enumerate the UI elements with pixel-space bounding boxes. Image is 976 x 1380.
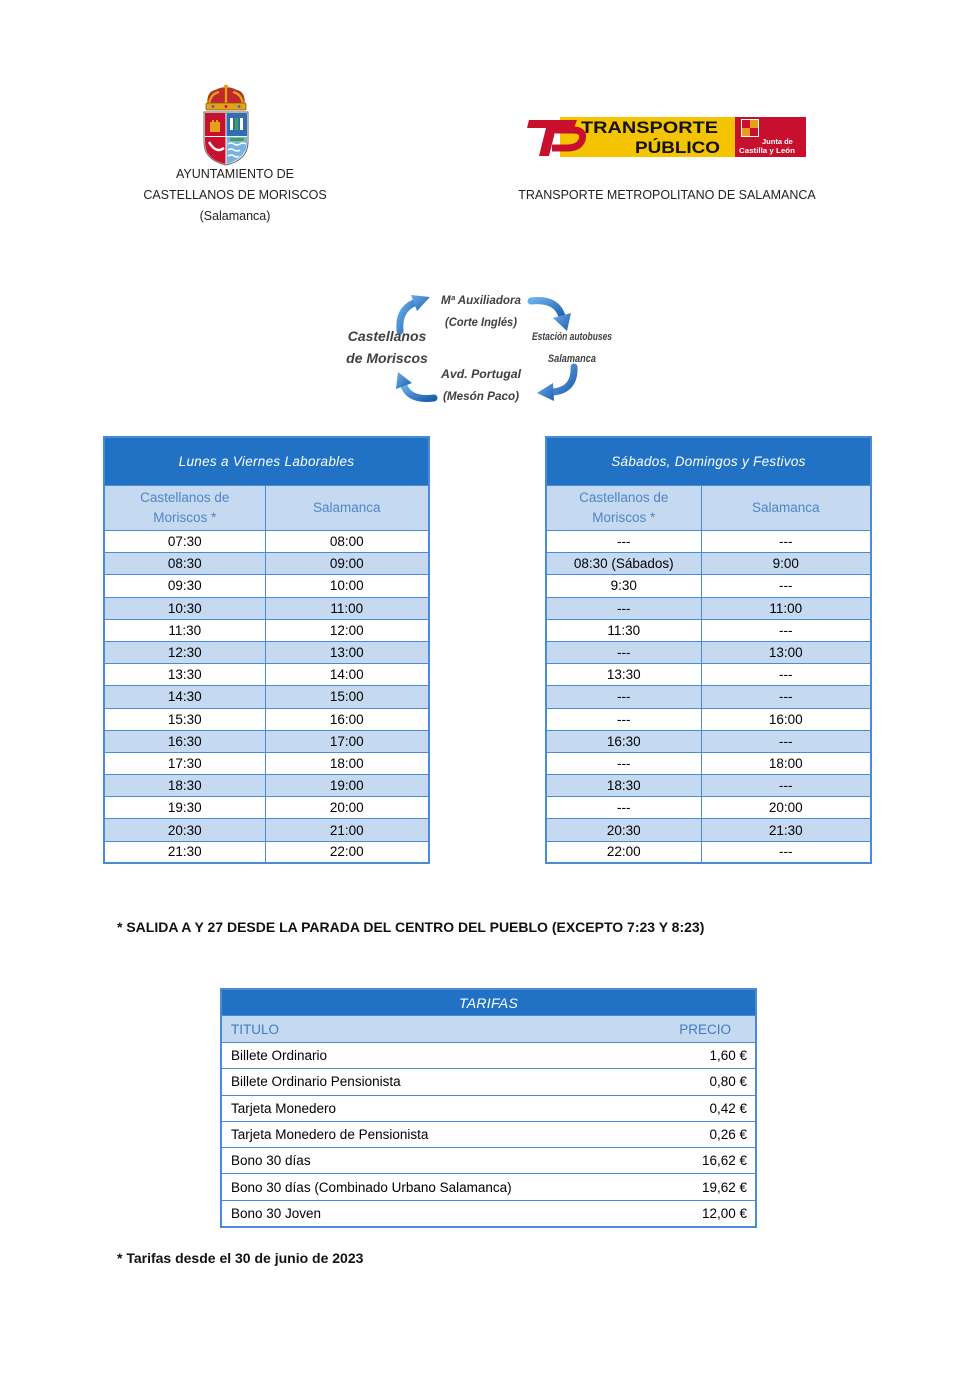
table-row — [104, 797, 429, 819]
weekday-table-body — [104, 531, 429, 864]
arrival-time-cell: --- — [701, 619, 871, 641]
departure-time-cell: 21:30 — [104, 841, 265, 863]
weekday-schedule-table — [103, 436, 430, 864]
table-row — [104, 641, 429, 663]
departure-time-cell: 17:30 — [104, 752, 265, 774]
departure-time-cell: 19:30 — [104, 797, 265, 819]
transporte-publico-logo — [527, 116, 807, 158]
fare-title-cell: Bono 30 días — [221, 1148, 646, 1174]
table-row — [546, 619, 871, 641]
logo-junta-2: Castilla y León — [739, 146, 796, 155]
route-stop-south-line-2: (Mesón Paco) — [443, 389, 519, 403]
departure-time-cell: 10:30 — [104, 597, 265, 619]
table-row — [104, 708, 429, 730]
curved-arrow-icon — [531, 301, 571, 331]
table-row — [546, 575, 871, 597]
table-row — [546, 531, 871, 553]
table-row — [221, 1148, 756, 1174]
table-row — [221, 1069, 756, 1095]
arrival-time-cell: 10:00 — [265, 575, 429, 597]
arrival-time-cell: --- — [701, 664, 871, 686]
departure-time-cell: --- — [546, 797, 701, 819]
table-row — [221, 1095, 756, 1121]
logo-word-1: TRANSPORTE — [581, 118, 718, 137]
table-row — [546, 730, 871, 752]
fare-price-cell: 1,60 € — [646, 1043, 756, 1069]
table-row — [546, 664, 871, 686]
departure-time-cell: 20:30 — [104, 819, 265, 841]
route-stop-south-line-1: Avd. Portugal — [439, 367, 522, 381]
table-row — [104, 819, 429, 841]
departure-time-cell: 11:30 — [546, 619, 701, 641]
curved-arrow-icon — [396, 372, 434, 399]
arrival-time-cell: 17:00 — [265, 730, 429, 752]
fare-price-cell: 0,80 € — [646, 1069, 756, 1095]
fares-table — [220, 988, 757, 1228]
fare-title-cell: Bono 30 Joven — [221, 1200, 646, 1226]
fares-table-body — [221, 1043, 756, 1227]
arrival-time-cell: 18:00 — [701, 752, 871, 774]
departure-time-cell: 12:30 — [104, 641, 265, 663]
municipality-line-2: CASTELLANOS DE MORISCOS — [143, 188, 327, 202]
table-row — [546, 597, 871, 619]
departure-note: * SALIDA A Y 27 DESDE LA PARADA DEL CENTRO DEL PUEBLO (EXCEPTO 7:23 Y 8:23) — [117, 919, 705, 935]
table-row — [546, 708, 871, 730]
table-row — [104, 752, 429, 774]
table-row — [104, 730, 429, 752]
route-stop-east-line-2: Salamanca — [548, 353, 596, 365]
logo-word-2: PÚBLICO — [635, 138, 720, 157]
departure-time-cell: --- — [546, 708, 701, 730]
departure-time-cell: 16:30 — [104, 730, 265, 752]
table-row — [104, 597, 429, 619]
table-row — [104, 619, 429, 641]
junta-shield-icon — [741, 119, 759, 137]
arrival-time-cell: --- — [701, 575, 871, 597]
table-row — [546, 641, 871, 663]
route-stop-north-line-1: Mª Auxiliadora — [441, 293, 522, 307]
arrival-time-cell: 15:00 — [265, 686, 429, 708]
arrival-time-cell: 21:00 — [265, 819, 429, 841]
arrival-time-cell: 14:00 — [265, 664, 429, 686]
departure-time-cell: 9:30 — [546, 575, 701, 597]
arrival-time-cell: 11:00 — [265, 597, 429, 619]
arrival-time-cell: 12:00 — [265, 619, 429, 641]
coat-of-arms-icon — [200, 84, 252, 166]
departure-time-cell: 09:30 — [104, 575, 265, 597]
table-row — [104, 775, 429, 797]
departure-time-cell: 11:30 — [104, 619, 265, 641]
fare-price-cell: 0,26 € — [646, 1121, 756, 1147]
table-row — [546, 553, 871, 575]
weekday-col-from — [104, 486, 265, 531]
route-stop-north-line-2: (Corte Inglés) — [445, 315, 517, 329]
departure-time-cell: 08:30 — [104, 553, 265, 575]
route-origin-line-1: Castellanos — [347, 328, 427, 344]
arrival-time-cell: 13:00 — [701, 641, 871, 663]
route-stop-east-line-1: Estación autobuses — [532, 331, 612, 343]
fare-title-cell: Billete Ordinario — [221, 1043, 646, 1069]
fares-table-title: TARIFAS — [221, 989, 756, 1016]
departure-time-cell: 14:30 — [104, 686, 265, 708]
arrival-time-cell: 22:00 — [265, 841, 429, 863]
curved-arrow-icon — [400, 295, 430, 331]
table-row — [546, 841, 871, 863]
arrival-time-cell: 19:00 — [265, 775, 429, 797]
table-row — [546, 775, 871, 797]
table-row — [546, 819, 871, 841]
arrival-time-cell: 9:00 — [701, 553, 871, 575]
table-row — [221, 1121, 756, 1147]
fares-note: * Tarifas desde el 30 de junio de 2023 — [117, 1250, 364, 1266]
fare-title-cell: Tarjeta Monedero — [221, 1095, 646, 1121]
table-row — [221, 1200, 756, 1226]
arrival-time-cell: 16:00 — [701, 708, 871, 730]
arrival-time-cell: 20:00 — [265, 797, 429, 819]
table-row — [546, 686, 871, 708]
arrival-time-cell: 20:00 — [701, 797, 871, 819]
municipality-line-1: AYUNTAMIENTO DE — [175, 167, 295, 181]
departure-time-cell: 18:30 — [546, 775, 701, 797]
fare-price-cell: 12,00 € — [646, 1200, 756, 1226]
weekend-col-from — [546, 486, 701, 531]
curved-arrow-icon — [537, 367, 574, 401]
departure-time-cell: --- — [546, 686, 701, 708]
table-row — [221, 1174, 756, 1200]
municipality-name — [125, 164, 345, 227]
fare-price-cell: 16,62 € — [646, 1148, 756, 1174]
fare-price-cell: 19,62 € — [646, 1174, 756, 1200]
arrival-time-cell: --- — [701, 775, 871, 797]
table-row — [104, 686, 429, 708]
departure-time-cell: 13:30 — [104, 664, 265, 686]
logo-junta-1: Junta de — [762, 137, 793, 146]
route-origin-line-2: de Moriscos — [346, 350, 428, 366]
weekend-schedule-table — [545, 436, 872, 864]
table-row — [546, 752, 871, 774]
fare-title-cell: Bono 30 días (Combinado Urbano Salamanca) — [221, 1174, 646, 1200]
table-row — [104, 575, 429, 597]
arrival-time-cell: --- — [701, 531, 871, 553]
route-diagram — [340, 285, 620, 410]
weekday-table-title: Lunes a Viernes Laborables — [104, 437, 429, 486]
table-row — [104, 553, 429, 575]
fares-col-price: PRECIO — [646, 1016, 756, 1043]
table-row — [104, 531, 429, 553]
municipality-line-3: (Salamanca) — [199, 209, 271, 223]
transport-subtitle: TRANSPORTE METROPOLITANO DE SALAMANCA — [518, 188, 816, 202]
weekend-col-from-label: Castellanos de Moriscos * — [579, 490, 669, 525]
arrival-time-cell: --- — [701, 730, 871, 752]
arrival-time-cell: 16:00 — [265, 708, 429, 730]
departure-time-cell: --- — [546, 597, 701, 619]
arrival-time-cell: 09:00 — [265, 553, 429, 575]
fare-price-cell: 0,42 € — [646, 1095, 756, 1121]
departure-time-cell: --- — [546, 531, 701, 553]
departure-time-cell: --- — [546, 752, 701, 774]
arrival-time-cell: 08:00 — [265, 531, 429, 553]
table-row — [221, 1043, 756, 1069]
departure-time-cell: 18:30 — [104, 775, 265, 797]
departure-time-cell: 16:30 — [546, 730, 701, 752]
fare-title-cell: Tarjeta Monedero de Pensionista — [221, 1121, 646, 1147]
departure-time-cell: 13:30 — [546, 664, 701, 686]
table-row — [104, 841, 429, 863]
arrival-time-cell: 13:00 — [265, 641, 429, 663]
fare-title-cell: Billete Ordinario Pensionista — [221, 1069, 646, 1095]
departure-time-cell: 15:30 — [104, 708, 265, 730]
arrival-time-cell: 11:00 — [701, 597, 871, 619]
departure-time-cell: 20:30 — [546, 819, 701, 841]
departure-time-cell: 08:30 (Sábados) — [546, 553, 701, 575]
departure-time-cell: --- — [546, 641, 701, 663]
weekend-table-body — [546, 531, 871, 864]
weekend-table-title: Sábados, Domingos y Festivos — [546, 437, 871, 486]
weekday-col-from-label: Castellanos de Moriscos * — [140, 490, 230, 525]
table-row — [546, 797, 871, 819]
arrival-time-cell: --- — [701, 841, 871, 863]
departure-time-cell: 07:30 — [104, 531, 265, 553]
departure-time-cell: 22:00 — [546, 841, 701, 863]
arrival-time-cell: 18:00 — [265, 752, 429, 774]
table-row — [104, 664, 429, 686]
weekday-col-to: Salamanca — [265, 486, 429, 531]
weekend-col-to: Salamanca — [701, 486, 871, 531]
fares-col-title: TITULO — [221, 1016, 646, 1043]
arrival-time-cell: 21:30 — [701, 819, 871, 841]
arrival-time-cell: --- — [701, 686, 871, 708]
